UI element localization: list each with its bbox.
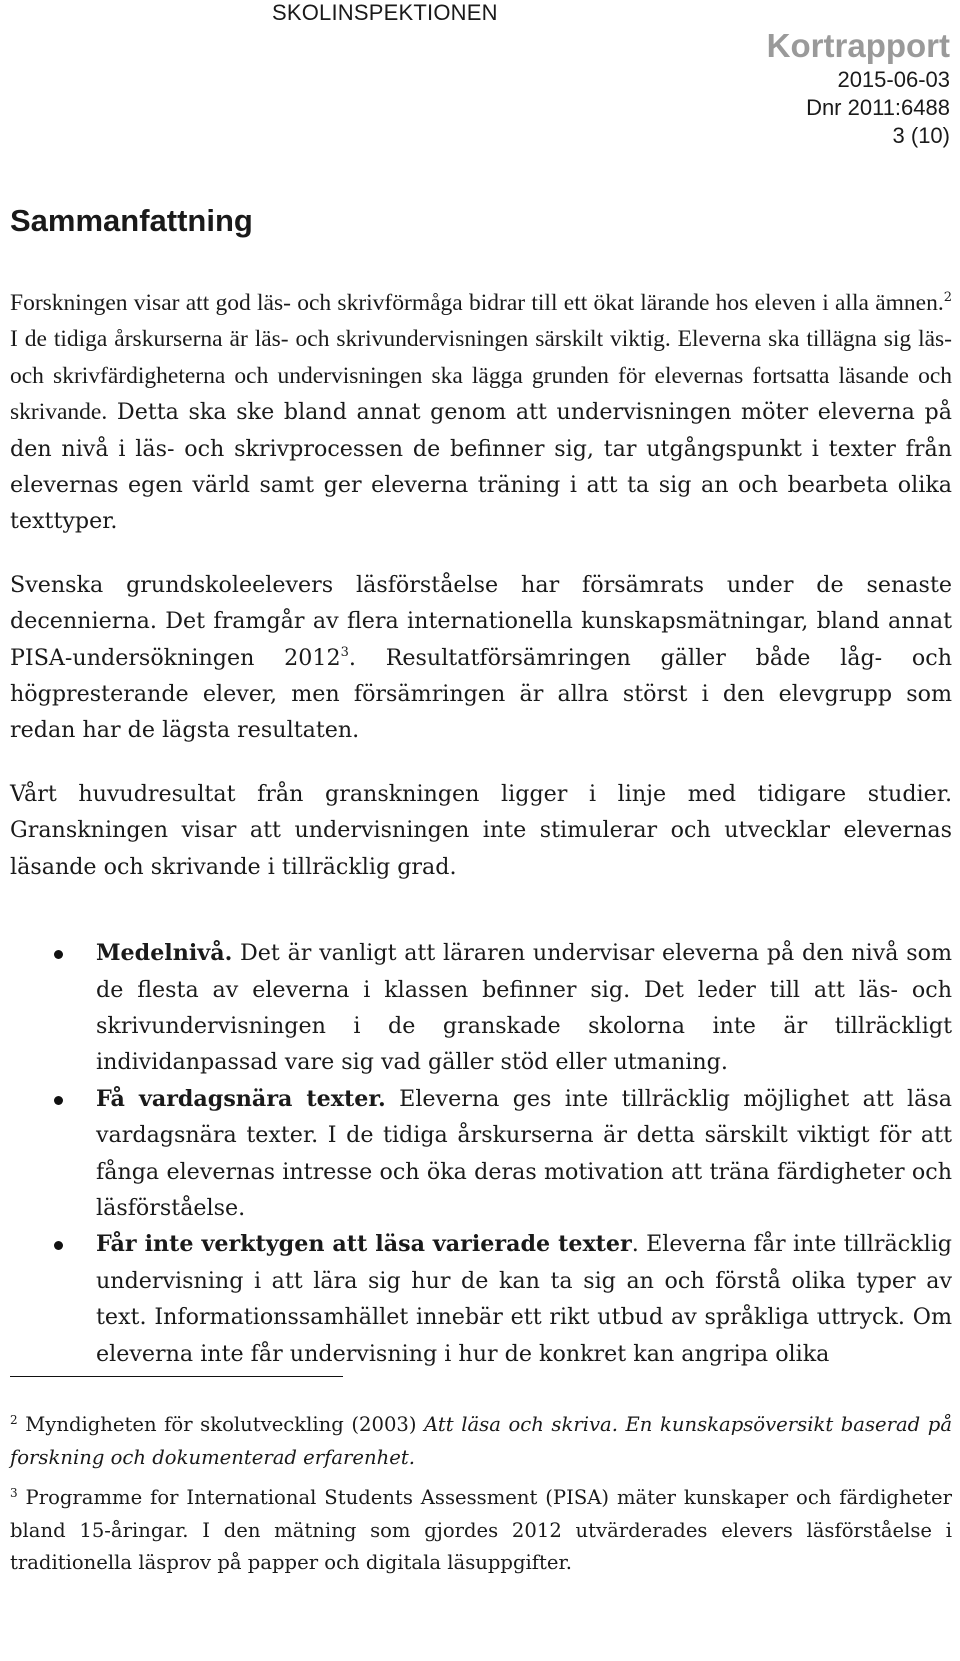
- section-heading: Sammanfattning: [10, 203, 253, 238]
- intro-text-b: I de tidiga årskurserna är läs- och skrivundervisningen särskilt viktig. Eleverna ska tillägna sig läs- och skrivfärdigheterna och undervisningen ska lägga grunden för elevernas fortsatta läsande och skrivande.: [10, 326, 952, 426]
- paragraph-main-result: Vårt huvudresultat från granskningen ligger i linje med tidigare studier. Granskningen visar att undervisningen inte stimulerar och utvecklar elevernas läsande och skrivande i tillräcklig grad.: [10, 780, 952, 880]
- reading-text-b: . Resultatförsämringen gäller både låg- och högpresterande elever, men försämringen är allra störst i den elevgrupp som redan har de lägsta resultaten.: [10, 644, 952, 744]
- findings-list: [10, 935, 952, 1372]
- document-date: 2015-06-03: [837, 67, 950, 92]
- footnote-ref-2: 2: [943, 290, 952, 305]
- reading-text-a: Svenska grundskoleelevers läsförståelse har försämrats under de senaste decennierna. Det framgår av flera internationella kunskapsmätningar, bland annat PISA-undersökningen 2012: [10, 571, 952, 671]
- intro-text-c: Detta ska ske bland annat genom att undervisningen möter eleverna på den nivå i läs- och skrivprocessen de befinner sig, tar utgångspunkt i texter från elevernas egen värld samt ger eleverna träning i att ta sig an och bearbeta olika texttyper.: [10, 399, 952, 535]
- document-dnr: Dnr 2011:6488: [806, 95, 950, 120]
- finding-title: Medelnivå.: [96, 940, 233, 967]
- finding-title: Får inte verktygen att läsa varierade texter: [96, 1231, 632, 1258]
- list-item: [10, 935, 952, 1081]
- footnote-text: Myndigheten för skolutveckling (2003): [17, 1413, 425, 1436]
- finding-title: Få vardagsnära texter.: [96, 1085, 386, 1112]
- finding-text: . Eleverna får inte tillräcklig undervisning i att lära sig hur de kan ta sig an och förstå olika typer av text. Informationssamhället innebär ett rikt utbud av språkliga uttryck. Om eleverna inte får undervisning i hur de konkret kan angripa olika: [96, 1231, 952, 1367]
- list-item: [10, 1081, 952, 1227]
- paragraph-intro: [10, 285, 952, 540]
- footnote-citation-title: Att läsa och skriva. En kunskapsöversikt baserad på forskning och dokumenterad erfarenhet.: [10, 1413, 953, 1469]
- footnote-3: [10, 1482, 952, 1580]
- footnote-ref-3: 3: [340, 644, 349, 660]
- footnote-number: 3: [10, 1486, 18, 1500]
- bullet-icon: [54, 950, 63, 959]
- document-type: Kortrapport: [766, 27, 950, 64]
- footnote-number: 2: [10, 1413, 18, 1427]
- bullet-icon: [54, 1241, 63, 1250]
- footnote-text: Programme for International Students Assessment (PISA) mäter kunskaper och färdigheter bland 15-åringar. I den mätning som gjordes 2012 utvärderades elevers läsförståelse i traditionella läsprov på papper och digitala läsuppgifter.: [10, 1486, 952, 1574]
- list-item: [10, 1226, 952, 1372]
- page-number: 3 (10): [892, 123, 950, 148]
- paragraph-reading-comprehension: [10, 567, 952, 749]
- finding-text: Det är vanligt att läraren undervisar eleverna på den nivå som de flesta av eleverna i klassen befinner sig. Det leder till att läs- och skrivundervisningen i de granskade skolorna inte är tillräckligt individanpassad vare sig vad gäller stöd eller utmaning.: [96, 940, 952, 1076]
- intro-text-a: Forskningen visar att god läs- och skrivförmåga bidrar till ett ökat lärande hos eleven i alla ämnen.: [10, 290, 944, 316]
- document-header: [767, 26, 950, 150]
- agency-name: SKOLINSPEKTIONEN: [272, 0, 498, 25]
- section-body: [10, 285, 952, 1372]
- footnotes: [10, 1409, 952, 1588]
- footnote-separator: [10, 1376, 343, 1377]
- bullet-icon: [54, 1096, 63, 1105]
- footnote-2: [10, 1409, 952, 1474]
- finding-text: Eleverna ges inte tillräcklig möjlighet att läsa vardagsnära texter. I de tidiga årskurserna är detta särskilt viktigt för att fånga elevernas intresse och öka deras motivation att träna färdigheter och läsförståelse.: [96, 1085, 952, 1221]
